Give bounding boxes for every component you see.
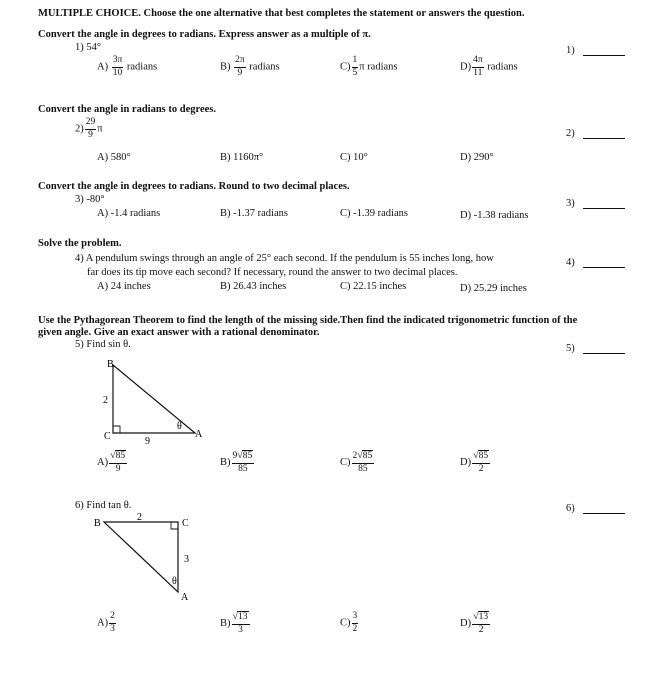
option-label: C) — [340, 61, 351, 73]
fraction — [352, 56, 359, 78]
q6-option-a[interactable] — [97, 612, 117, 634]
fraction — [232, 451, 255, 474]
q6-answer-slot[interactable] — [566, 503, 625, 514]
theta-label: θ — [177, 421, 182, 432]
fraction — [109, 612, 116, 634]
radicand: 13 — [238, 612, 248, 622]
q6-triangle-diagram — [90, 510, 200, 602]
option-suffix: radians — [487, 61, 518, 73]
q3-blank[interactable] — [583, 199, 625, 209]
q4-number: 4) — [566, 257, 575, 268]
option-label: B) — [220, 61, 231, 73]
numerator: 9√85 — [232, 451, 255, 464]
q5-option-a[interactable] — [97, 451, 128, 474]
option-label: D) — [460, 61, 472, 73]
vertex-a-label: A — [195, 429, 203, 440]
denominator: 9 — [115, 463, 121, 474]
q1-number: 1) — [566, 45, 575, 56]
side-vertical-label: 2 — [103, 395, 108, 406]
q2-answer-slot[interactable] — [566, 128, 625, 139]
q2-option-c[interactable]: C) 10° — [340, 152, 368, 163]
fraction — [109, 451, 127, 474]
q3-option-b[interactable]: B) -1.37 radians — [220, 208, 288, 219]
q1-option-d[interactable] — [460, 56, 518, 78]
q1-option-c[interactable] — [340, 56, 398, 78]
coefficient: 2 — [352, 451, 358, 461]
option-label: A) — [97, 456, 109, 468]
option-label: D) — [460, 456, 472, 468]
instructions-header: MULTIPLE CHOICE. Choose the one alternative that best completes the statement or answers the question. — [38, 8, 525, 19]
vertex-c-label: C — [182, 518, 189, 529]
fraction — [85, 118, 97, 140]
denominator: 11 — [473, 67, 483, 78]
q2-option-b[interactable]: B) 1160π° — [220, 152, 264, 163]
q3-prompt: 3) -80° — [75, 194, 105, 205]
q5-option-d[interactable] — [460, 451, 491, 474]
q4-option-a[interactable]: A) 24 inches — [97, 281, 151, 292]
q3-option-c[interactable]: C) -1.39 radians — [340, 208, 408, 219]
option-label: C) — [340, 617, 351, 629]
radicand: 85 — [478, 451, 489, 461]
section-4-heading: Solve the problem. — [38, 238, 122, 249]
numerator: √85 — [472, 451, 490, 464]
side-horizontal-label: 9 — [145, 436, 150, 447]
right-angle-mark — [113, 426, 120, 433]
q4-option-d[interactable]: D) 25.29 inches — [460, 283, 527, 294]
numerator: 1 — [352, 56, 359, 68]
q4-line1: 4) A pendulum swings through an angle of 25° each second. If the pendulum is 55 inches long, how — [75, 253, 494, 264]
q6-number: 6) — [566, 503, 575, 514]
q1-prompt: 1) 54° — [75, 42, 102, 53]
numerator: 2√85 — [352, 451, 375, 464]
q4-line2: far does its tip move each second? If necessary, round the answer to two decimal places. — [87, 267, 458, 278]
vertex-b-label: B — [107, 359, 114, 370]
denominator: 5 — [352, 67, 358, 78]
fraction — [234, 56, 246, 78]
option-suffix: radians — [126, 61, 158, 73]
q6-prompt: 6) Find tan θ. — [75, 500, 132, 511]
denominator: 85 — [238, 463, 248, 474]
numerator: √13 — [232, 612, 250, 625]
option-suffix: radians — [249, 61, 280, 73]
q4-answer-slot[interactable] — [566, 257, 625, 268]
q6-option-b[interactable] — [220, 612, 251, 635]
fraction — [472, 56, 484, 78]
denominator: 9 — [88, 129, 93, 140]
q1-option-b[interactable] — [220, 56, 280, 78]
option-label: B) — [220, 617, 231, 629]
option-label: B) — [220, 456, 231, 468]
q2-number: 2) — [566, 128, 575, 139]
radicand: 85 — [242, 451, 253, 461]
q5-option-b[interactable] — [220, 451, 255, 474]
q2-blank[interactable] — [583, 129, 625, 139]
option-suffix: π radians — [359, 61, 398, 73]
vertex-a-label: A — [181, 592, 189, 602]
numerator: 2 — [109, 612, 116, 624]
fraction — [232, 612, 250, 635]
q1-answer-slot[interactable] — [566, 45, 625, 56]
radicand: 85 — [115, 451, 126, 461]
q5-prompt: 5) Find sin θ. — [75, 339, 131, 350]
numerator: √85 — [109, 451, 127, 464]
numerator: 29 — [85, 118, 97, 130]
denominator: 2 — [352, 623, 358, 634]
denominator: 3 — [238, 624, 243, 635]
section-2-heading: Convert the angle in radians to degrees. — [38, 104, 217, 115]
radicand: 85 — [362, 451, 373, 461]
q2-option-a[interactable]: A) 580° — [97, 152, 131, 163]
denominator: 10 — [112, 67, 123, 78]
denominator: 9 — [237, 67, 243, 78]
q2-label: 2) — [75, 123, 84, 135]
fraction — [352, 451, 375, 474]
q6-option-c[interactable] — [340, 612, 359, 634]
pi-symbol: π — [97, 123, 103, 135]
q3-option-a[interactable]: A) -1.4 radians — [97, 208, 161, 219]
denominator: 85 — [358, 463, 368, 474]
fraction — [472, 612, 490, 635]
q5-option-c[interactable] — [340, 451, 375, 474]
option-label: A) — [97, 61, 109, 73]
q1-option-a[interactable] — [97, 56, 157, 78]
coefficient: 9 — [232, 451, 238, 461]
q5-triangle-diagram — [95, 355, 215, 447]
q5-blank[interactable] — [583, 344, 625, 354]
q4-option-b[interactable]: B) 26.43 inches — [220, 281, 287, 292]
q3-answer-slot[interactable] — [566, 198, 625, 209]
numerator: 2π — [234, 56, 246, 68]
option-label: A) — [97, 617, 109, 629]
q1-blank[interactable] — [583, 46, 625, 56]
q6-blank[interactable] — [583, 504, 625, 514]
option-label: C) — [340, 456, 351, 468]
fraction — [112, 56, 124, 78]
theta-label: θ — [172, 576, 177, 587]
denominator: 3 — [110, 623, 115, 634]
vertex-b-label: B — [94, 518, 101, 529]
numerator: 4π — [472, 56, 484, 68]
triangle — [113, 365, 195, 433]
vertex-c-label: C — [104, 431, 111, 442]
numerator: √13 — [472, 612, 490, 625]
side-top-label: 2 — [137, 512, 142, 523]
radicand: 13 — [478, 612, 489, 622]
option-label: D) — [460, 617, 472, 629]
section-5-heading-line2: given angle. Give an exact answer with a rational denominator. — [38, 327, 320, 338]
numerator: 3 — [352, 612, 359, 624]
q2-prompt — [75, 118, 103, 140]
q3-option-d[interactable]: D) -1.38 radians — [460, 210, 529, 221]
q6-option-d[interactable] — [460, 612, 491, 635]
denominator: 2 — [478, 463, 484, 474]
numerator: 3π — [112, 56, 124, 68]
right-angle-mark — [171, 522, 178, 529]
fraction — [472, 451, 490, 474]
q4-option-c[interactable]: C) 22.15 inches — [340, 281, 407, 292]
denominator: 2 — [478, 624, 484, 635]
q3-number: 3) — [566, 198, 575, 209]
q5-number: 5) — [566, 343, 575, 354]
q2-option-d[interactable]: D) 290° — [460, 152, 494, 163]
q5-answer-slot[interactable] — [566, 343, 625, 354]
side-right-label: 3 — [184, 554, 189, 565]
triangle — [104, 522, 178, 592]
q4-blank[interactable] — [583, 258, 625, 268]
fraction — [352, 612, 359, 634]
section-1-heading: Convert the angle in degrees to radians. Express answer as a multiple of π. — [38, 29, 371, 40]
section-3-heading: Convert the angle in degrees to radians. Round to two decimal places. — [38, 181, 350, 192]
section-5-heading-line1: Use the Pythagorean Theorem to find the length of the missing side.Then find the indicated trigonometric function of the — [38, 315, 578, 326]
